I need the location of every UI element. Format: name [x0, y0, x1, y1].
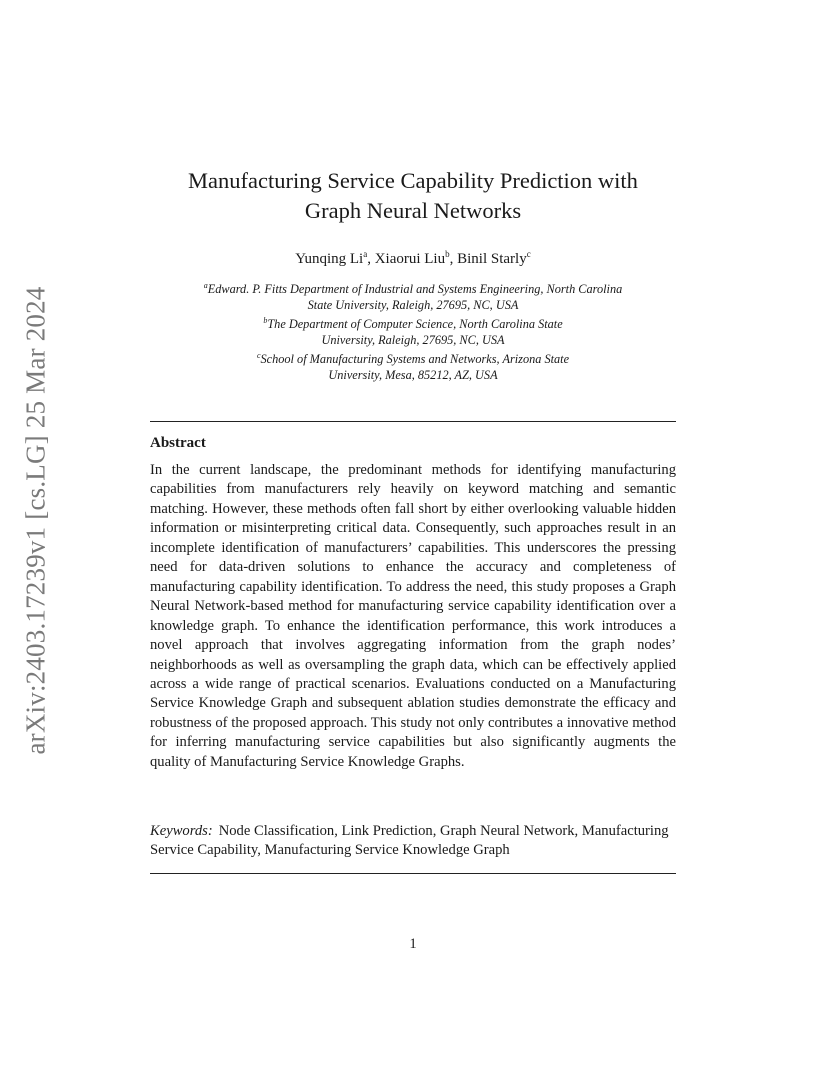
title-line-2: Graph Neural Networks: [304, 198, 522, 223]
keywords-label: Keywords:: [150, 823, 213, 839]
affiliation-mark: a: [203, 281, 208, 290]
author-name: Yunqing Li: [295, 251, 364, 267]
affiliation-mark: b: [263, 316, 268, 326]
affiliation-line: University, Mesa, 85212, AZ, USA: [328, 368, 498, 383]
author-separator: ,: [367, 251, 375, 267]
author-name: Binil Starly: [457, 251, 527, 267]
affiliation-line: State University, Raleigh, 27695, NC, USA: [307, 298, 519, 313]
author-separator: ,: [449, 251, 458, 267]
arxiv-sidebar: [12, 280, 60, 760]
affiliation-line: $^c$School of Manufacturing Systems and Networks, Arizona State: [256, 351, 570, 367]
author-mark: b: [445, 249, 450, 259]
abstract-top-rule: [150, 421, 676, 422]
author-mark: a: [363, 249, 368, 259]
title-line-1: Manufacturing Service Capability Prediction with: [188, 168, 638, 193]
affiliation-mark: c: [256, 351, 261, 361]
author-name: Xiaorui Liu: [374, 251, 446, 267]
paper-title: [150, 166, 676, 226]
affiliation-line: University, Raleigh, 27695, NC, USA: [321, 333, 505, 348]
keywords-block: [150, 822, 676, 861]
affiliation-line: $^b$The Department of Computer Science, North Carolina State: [263, 316, 563, 332]
keywords-text: Node Classification, Link Prediction, Graph Neural Network, Manufacturing Service Capability, Manufacturing Service Knowledge Graph: [150, 823, 669, 859]
abstract-bottom-rule: [150, 873, 676, 874]
affiliation-list: [150, 278, 676, 383]
author-mark: c: [526, 249, 531, 259]
page-number: 1: [409, 936, 417, 952]
author-list: [150, 244, 676, 269]
abstract-text: In the current landscape, the predominant methods for identifying manufacturing capabilities from manufacturers rely heavily on keyword matching and semantic matching. However, these methods often fall short by either overlooking valuable hidden information or misinterpreting critical data. Consequently, such approaches result in an incomplete identification of manufacturers’ capabilities. This underscores the pressing need for data-driven solutions to enhance the accuracy and completeness of manufacturing capability identification. To address the need, this study proposes a Graph Neural Network-based method for manufacturing service capability identification over a knowledge graph. To enhance the identification performance, this work introduces a novel approach that involves aggregating information from the graph nodes’ neighborhoods as well as oversampling the graph data, which can be effectively applied across a wide range of practical scenarios. Evaluations conducted on a Manufacturing Service Knowledge Graph and subsequent ablation studies demonstrate the efficacy and robustness of the proposed approach. This study not only contributes a innovative method for inferring manufacturing service capabilities but also significantly augments the quality of Manufacturing Service Knowledge Graphs.: [150, 462, 676, 770]
abstract-heading: Abstract: [150, 435, 206, 451]
affiliation-line: $^a$Edward. P. Fitts Department of Industrial and Systems Engineering, North Carolina: [203, 281, 623, 297]
arxiv-identifier: arXiv:2403.17239v1 [cs.LG] 25 Mar 2024: [20, 285, 51, 755]
